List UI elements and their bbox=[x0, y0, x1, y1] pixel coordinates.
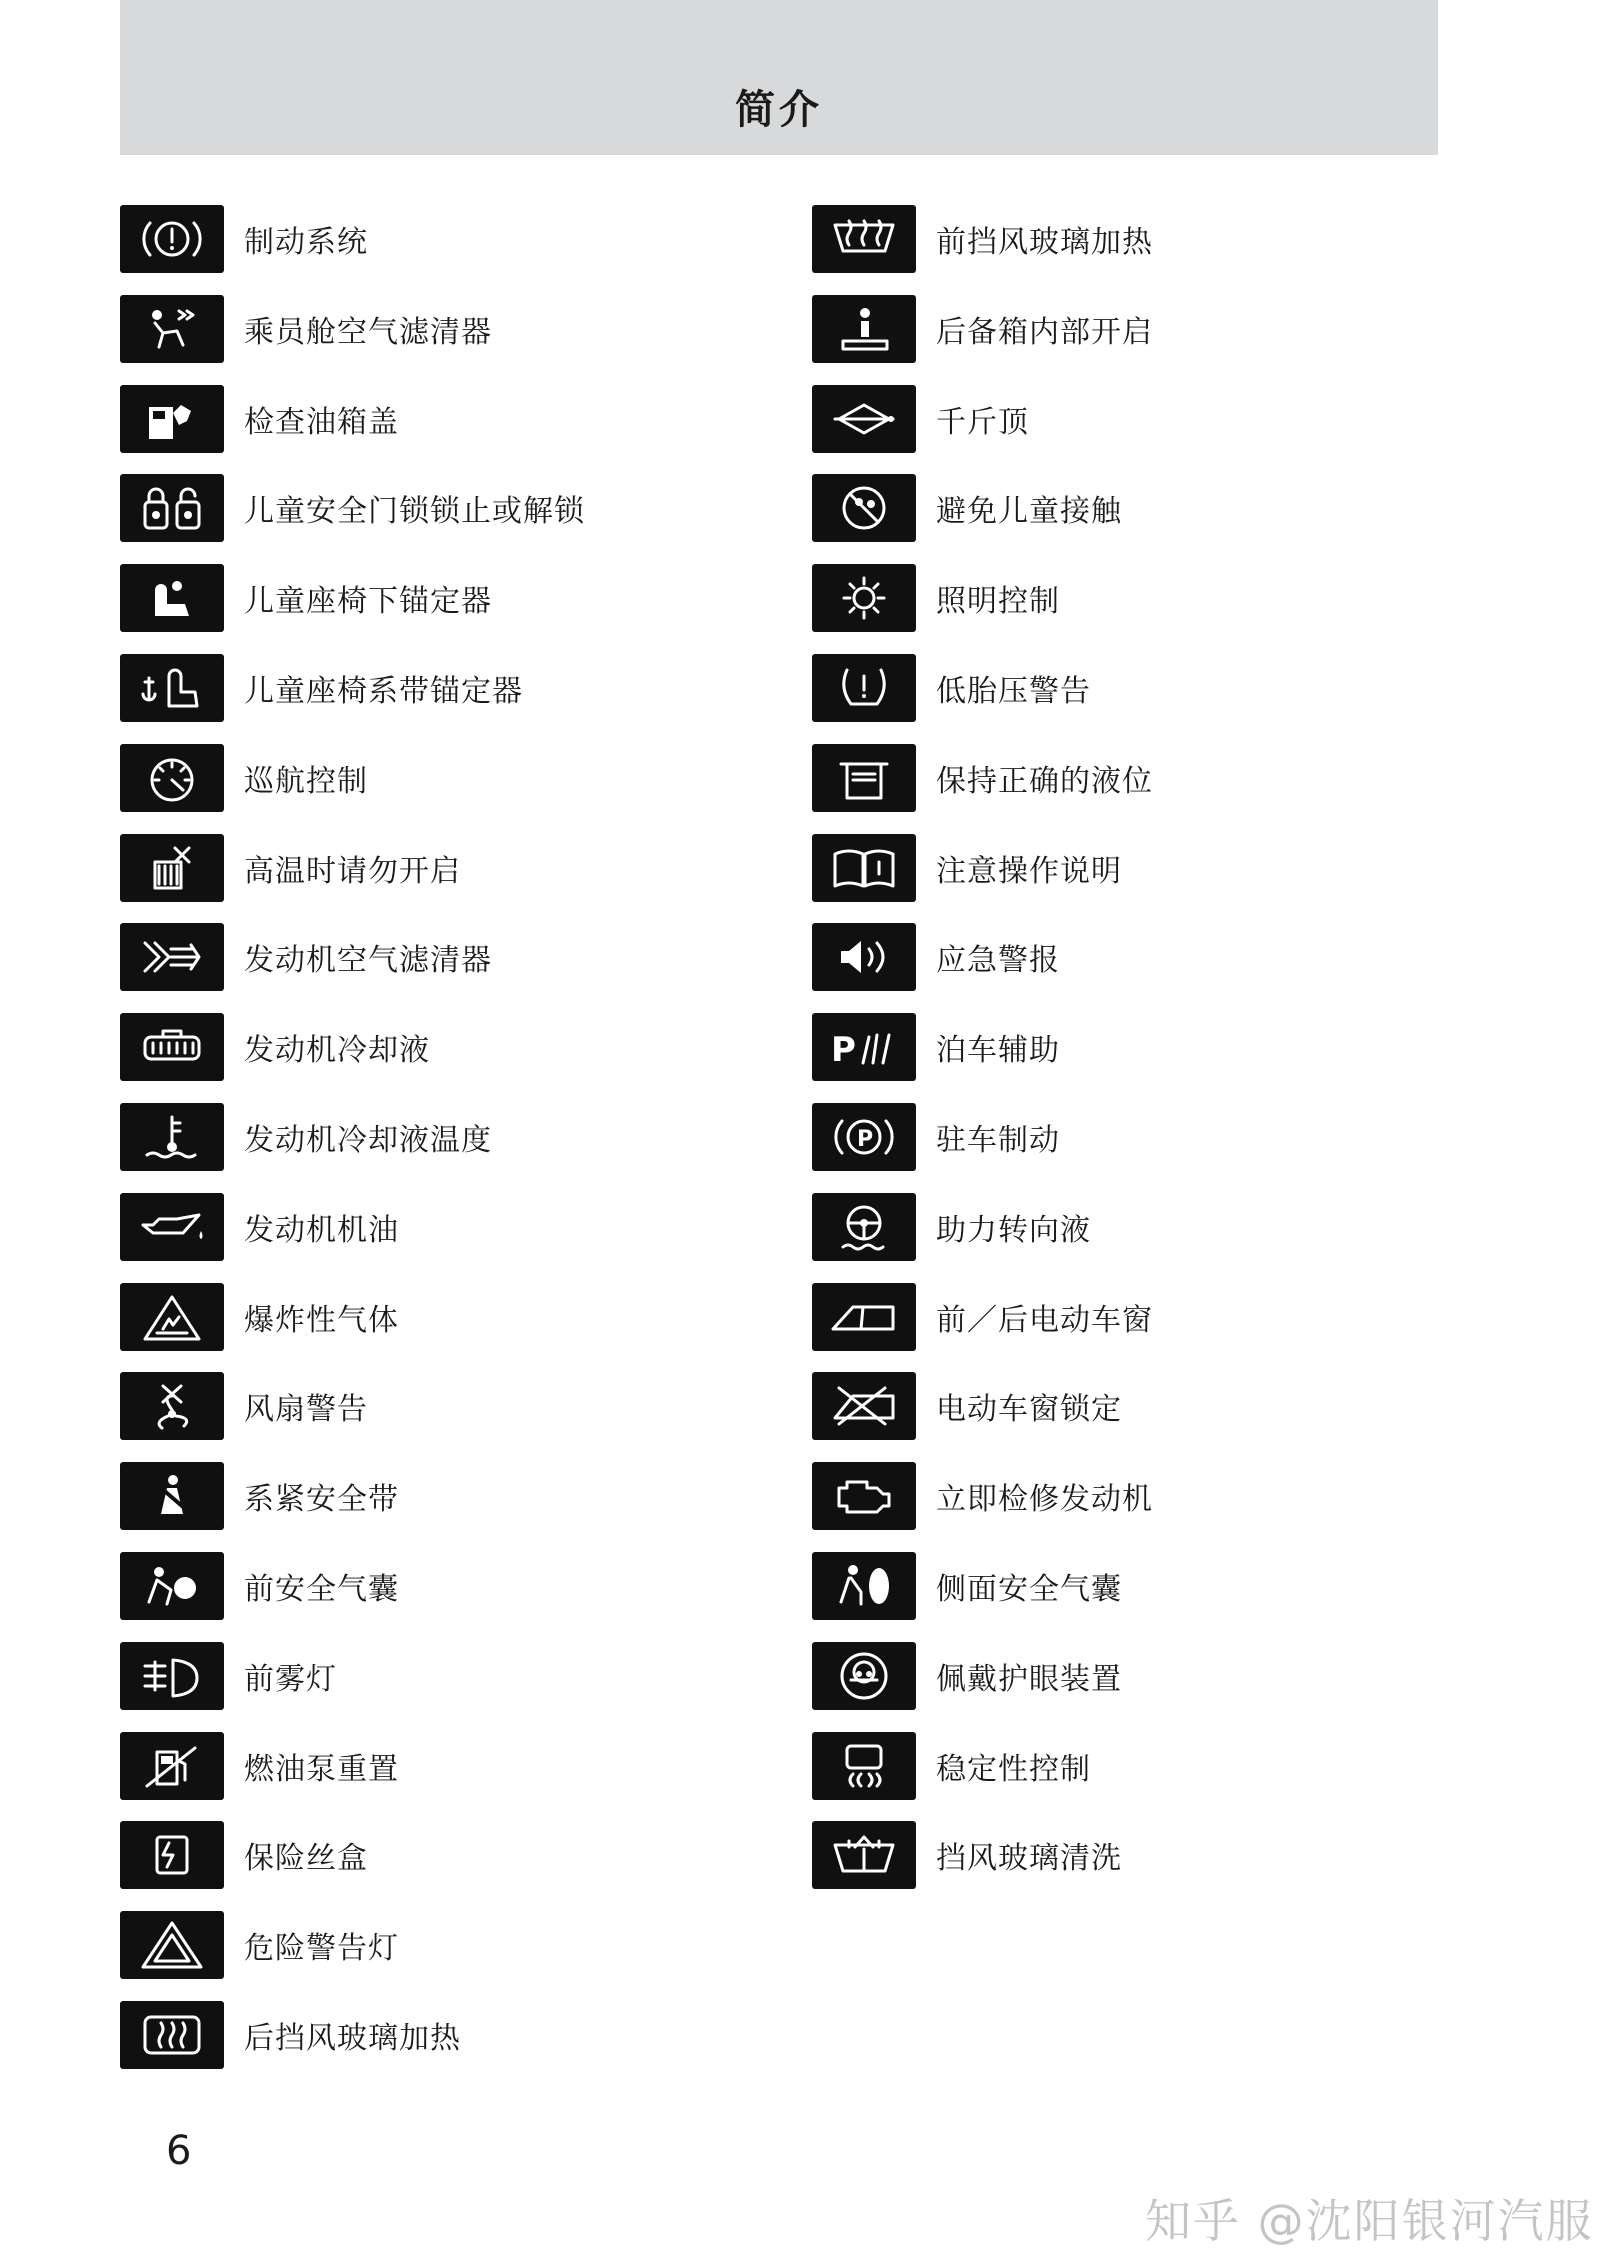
explosive-gas-icon bbox=[120, 1283, 224, 1351]
symbol-label: 后挡风玻璃加热 bbox=[244, 2020, 461, 2056]
brake-system-icon bbox=[120, 205, 224, 273]
symbol-row bbox=[120, 564, 585, 632]
symbol-row bbox=[812, 474, 1153, 542]
rear-defrost-icon bbox=[120, 2001, 224, 2069]
symbol-label: 助力转向液 bbox=[936, 1212, 1091, 1248]
symbol-row bbox=[812, 1642, 1153, 1710]
symbol-label: 前安全气囊 bbox=[244, 1571, 399, 1607]
symbol-row bbox=[120, 1821, 585, 1889]
owners-manual-icon bbox=[812, 834, 916, 902]
engine-air-filter-icon bbox=[120, 923, 224, 991]
child-lock-icon bbox=[120, 474, 224, 542]
front-airbag-icon bbox=[120, 1552, 224, 1620]
right-symbol-list bbox=[812, 205, 1153, 1911]
symbol-row bbox=[120, 1283, 585, 1351]
fuse-box-icon bbox=[120, 1821, 224, 1889]
symbol-label: 爆炸性气体 bbox=[244, 1302, 399, 1338]
child-seat-tether-icon bbox=[120, 654, 224, 722]
power-windows-icon bbox=[812, 1283, 916, 1351]
symbol-label: 保险丝盒 bbox=[244, 1841, 368, 1877]
symbol-label: 泊车辅助 bbox=[936, 1033, 1060, 1069]
symbol-label: 照明控制 bbox=[936, 584, 1060, 620]
symbol-label: 前／后电动车窗 bbox=[936, 1302, 1153, 1338]
svg-text:P: P bbox=[857, 1126, 874, 1152]
symbol-row bbox=[812, 1732, 1153, 1800]
symbol-row bbox=[120, 1013, 585, 1081]
symbol-row bbox=[812, 1283, 1153, 1351]
windshield-washer-icon bbox=[812, 1821, 916, 1889]
park-aid-icon bbox=[812, 1013, 916, 1081]
symbol-row bbox=[812, 1821, 1153, 1889]
symbol-row bbox=[812, 1462, 1153, 1530]
lighting-control-icon bbox=[812, 564, 916, 632]
symbol-label: 前挡风玻璃加热 bbox=[936, 225, 1153, 260]
symbol-label: 低胎压警告 bbox=[936, 673, 1091, 709]
symbol-row bbox=[120, 295, 585, 363]
symbol-label: 系紧安全带 bbox=[244, 1482, 399, 1518]
do-not-open-hot-icon bbox=[120, 834, 224, 902]
symbol-label: 后备箱内部开启 bbox=[936, 314, 1153, 350]
fan-warning-icon bbox=[120, 1372, 224, 1440]
symbol-label: 前雾灯 bbox=[244, 1661, 337, 1697]
symbol-label: 侧面安全气囊 bbox=[936, 1571, 1122, 1607]
symbol-row bbox=[120, 1193, 585, 1261]
symbol-row bbox=[120, 1911, 585, 1979]
engine-oil-icon bbox=[120, 1193, 224, 1261]
symbol-row bbox=[812, 1552, 1153, 1620]
symbol-label: 儿童座椅系带锚定器 bbox=[244, 673, 523, 709]
header-band bbox=[120, 0, 1438, 155]
symbol-row bbox=[812, 923, 1153, 991]
symbol-row bbox=[812, 564, 1153, 632]
symbol-label: 佩戴护眼装置 bbox=[936, 1661, 1122, 1697]
page-title: 简介 bbox=[735, 87, 823, 133]
symbol-label: 燃油泵重置 bbox=[244, 1751, 399, 1787]
child-seat-anchor-icon bbox=[120, 564, 224, 632]
symbol-row bbox=[812, 385, 1153, 453]
low-tire-pressure-icon bbox=[812, 654, 916, 722]
seatbelt-icon bbox=[120, 1462, 224, 1530]
symbol-row bbox=[812, 654, 1153, 722]
side-airbag-icon bbox=[812, 1552, 916, 1620]
symbol-label: 制动系统 bbox=[244, 225, 368, 260]
symbol-row bbox=[812, 1103, 1153, 1171]
symbol-label: 注意操作说明 bbox=[936, 853, 1122, 889]
panic-alarm-icon bbox=[812, 923, 916, 991]
symbol-label: 挡风玻璃清洗 bbox=[936, 1841, 1122, 1877]
symbol-row bbox=[812, 1013, 1153, 1081]
symbol-label: 发动机冷却液 bbox=[244, 1033, 430, 1069]
symbol-row bbox=[812, 1372, 1153, 1440]
page-number: 6 bbox=[166, 2128, 192, 2174]
symbol-label: 应急警报 bbox=[936, 943, 1060, 979]
cruise-control-icon bbox=[120, 744, 224, 812]
symbol-label: 高温时请勿开启 bbox=[244, 853, 461, 889]
symbol-row bbox=[120, 205, 585, 273]
symbol-label: 发动机冷却液温度 bbox=[244, 1122, 492, 1158]
symbol-row bbox=[812, 834, 1153, 902]
symbol-label: 千斤顶 bbox=[936, 404, 1029, 440]
symbol-label: 驻车制动 bbox=[936, 1122, 1060, 1158]
symbol-row bbox=[120, 923, 585, 991]
symbol-label: 检查油箱盖 bbox=[244, 404, 399, 440]
symbol-label: 发动机空气滤清器 bbox=[244, 943, 492, 979]
symbol-row bbox=[812, 295, 1153, 363]
symbol-row bbox=[120, 1103, 585, 1171]
eye-protection-icon bbox=[812, 1642, 916, 1710]
symbol-row bbox=[120, 1732, 585, 1800]
svg-text:P: P bbox=[831, 1030, 856, 1071]
symbol-label: 避免儿童接触 bbox=[936, 494, 1122, 530]
stability-control-icon bbox=[812, 1732, 916, 1800]
symbol-label: 儿童安全门锁锁止或解锁 bbox=[244, 494, 585, 530]
symbol-label: 立即检修发动机 bbox=[936, 1482, 1153, 1518]
symbol-row bbox=[812, 1193, 1153, 1261]
symbol-row bbox=[120, 474, 585, 542]
symbol-label: 乘员舱空气滤清器 bbox=[244, 314, 492, 350]
front-defrost-icon bbox=[812, 205, 916, 273]
engine-coolant-icon bbox=[120, 1013, 224, 1081]
parking-brake-icon bbox=[812, 1103, 916, 1171]
fuel-pump-reset-icon bbox=[120, 1732, 224, 1800]
power-steering-fluid-icon bbox=[812, 1193, 916, 1261]
cabin-air-filter-icon bbox=[120, 295, 224, 363]
symbol-label: 巡航控制 bbox=[244, 763, 368, 799]
symbol-row bbox=[120, 1642, 585, 1710]
window-lockout-icon bbox=[812, 1372, 916, 1440]
symbol-row bbox=[120, 834, 585, 902]
symbol-label: 危险警告灯 bbox=[244, 1931, 399, 1967]
symbol-row bbox=[120, 744, 585, 812]
symbol-row bbox=[812, 744, 1153, 812]
symbol-label: 发动机机油 bbox=[244, 1212, 399, 1248]
symbol-row bbox=[120, 1552, 585, 1620]
fuel-cap-icon bbox=[120, 385, 224, 453]
symbol-row bbox=[120, 654, 585, 722]
coolant-temperature-icon bbox=[120, 1103, 224, 1171]
front-fog-lamp-icon bbox=[120, 1642, 224, 1710]
symbol-label: 儿童座椅下锚定器 bbox=[244, 584, 492, 620]
symbol-row bbox=[120, 385, 585, 453]
symbol-row bbox=[120, 2001, 585, 2069]
symbol-row bbox=[120, 1372, 585, 1440]
hazard-warning-icon bbox=[120, 1911, 224, 1979]
keep-away-children-icon bbox=[812, 474, 916, 542]
jack-icon bbox=[812, 385, 916, 453]
left-symbol-list bbox=[120, 205, 585, 2091]
symbol-label: 电动车窗锁定 bbox=[936, 1392, 1122, 1428]
symbol-row bbox=[812, 205, 1153, 273]
symbol-label: 风扇警告 bbox=[244, 1392, 368, 1428]
symbol-label: 保持正确的液位 bbox=[936, 763, 1153, 799]
fluid-level-icon bbox=[812, 744, 916, 812]
symbol-label: 稳定性控制 bbox=[936, 1751, 1091, 1787]
trunk-release-icon bbox=[812, 295, 916, 363]
symbol-row bbox=[120, 1462, 585, 1530]
watermark: 知乎 @沈阳银河汽服 bbox=[1145, 2194, 1594, 2248]
check-engine-icon bbox=[812, 1462, 916, 1530]
